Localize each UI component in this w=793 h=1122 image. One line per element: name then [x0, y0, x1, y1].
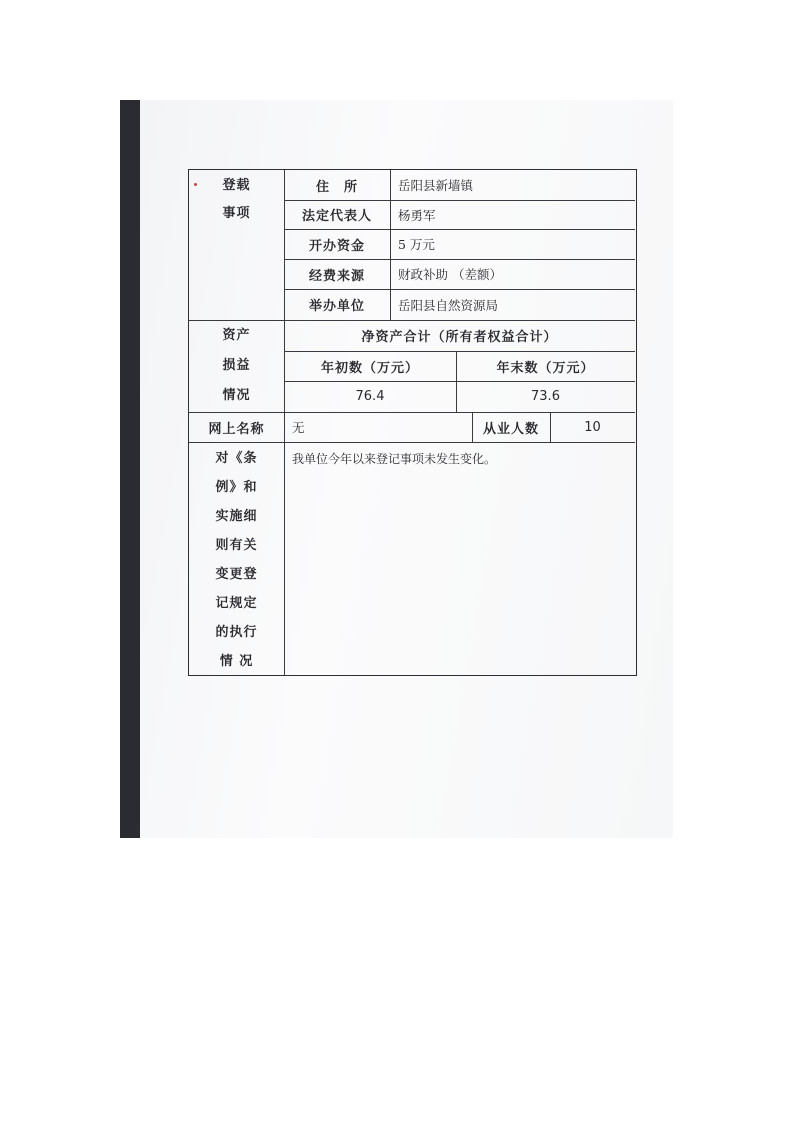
registration-header — [189, 170, 284, 230]
address-value: 岳阳县新墙镇 — [398, 178, 474, 193]
assets-label-line3: 情况 — [222, 388, 251, 403]
execution-content: 我单位今年以来登记事项未发生变化。 — [292, 451, 497, 466]
execution-label-line5: 变更登 — [215, 567, 258, 582]
execution-label-line7: 的执行 — [215, 625, 258, 640]
begin-year-header: 年初数（万元） — [320, 360, 419, 376]
registration-form-table — [188, 169, 637, 676]
red-mark — [194, 183, 197, 186]
net-assets-title: 净资产合计（所有者权益合计） — [361, 330, 558, 345]
address-label: 住 所 — [315, 179, 358, 195]
legal-representative-label: 法定代表人 — [301, 209, 372, 224]
sponsor-label: 举办单位 — [308, 299, 365, 314]
end-year-value: 73.6 — [531, 389, 560, 404]
execution-label-line1: 对《条 — [215, 451, 258, 466]
sponsor-value: 岳阳县自然资源局 — [398, 297, 499, 313]
execution-label-line8: 情 况 — [219, 654, 254, 669]
start-capital-value: 5 万元 — [398, 237, 435, 252]
staff-count-value: 10 — [584, 419, 601, 435]
end-year-header: 年末数（万元） — [496, 360, 595, 376]
start-capital-label: 开办资金 — [308, 238, 365, 254]
assets-label — [189, 320, 284, 412]
assets-label-line1: 资产 — [222, 328, 251, 343]
registration-header-line1: 登载 — [222, 178, 251, 193]
legal-representative-value: 杨勇军 — [398, 207, 436, 223]
registration-header-line2: 事项 — [222, 206, 251, 221]
execution-label — [189, 442, 284, 674]
execution-label-line6: 记规定 — [215, 596, 258, 611]
staff-count-label: 从业人数 — [482, 421, 539, 437]
assets-label-line2: 损益 — [222, 358, 251, 373]
execution-label-line3: 实施细 — [215, 509, 258, 524]
begin-year-value: 76.4 — [355, 389, 385, 404]
execution-label-line4: 则有关 — [215, 538, 258, 553]
funding-source-label: 经费来源 — [308, 268, 365, 284]
funding-source-value: 财政补助 （差额） — [398, 267, 502, 282]
online-name-label: 网上名称 — [208, 421, 265, 437]
online-name-value: 无 — [292, 420, 305, 435]
execution-label-line2: 例》和 — [215, 480, 258, 495]
